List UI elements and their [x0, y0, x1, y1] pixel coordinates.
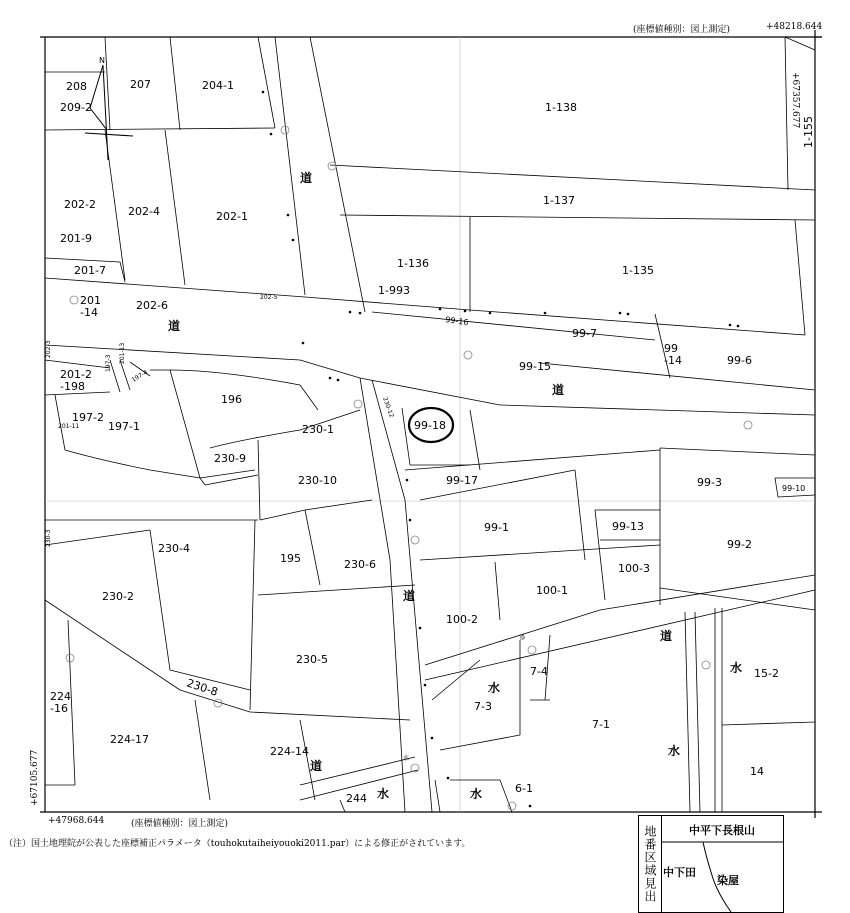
parcel-label: 14 — [750, 765, 764, 778]
parcel-label: 7-3 — [474, 700, 492, 713]
water-label: 水 — [377, 787, 390, 801]
area-legend — [638, 815, 784, 913]
legend-area-right: 染屋 — [717, 874, 739, 887]
water-label: 水 — [730, 661, 743, 675]
parcel-label: 202-2 — [64, 198, 96, 211]
parcel-label: -14 — [80, 306, 98, 319]
parcel-label: 197-1 — [108, 420, 140, 433]
parcel-label: 1-135 — [622, 264, 654, 277]
water-label: 水 — [668, 744, 681, 758]
parcel-label: 99-7 — [572, 327, 597, 340]
water-label: 水 — [488, 681, 501, 695]
parcel-label: 224-14 — [270, 745, 309, 758]
legend-title: 地番区域見出 — [639, 816, 662, 912]
parcel-label: 230-5 — [296, 653, 328, 666]
parcel-label: 100-2 — [446, 613, 478, 626]
road-label: 道 — [518, 633, 527, 642]
road-label: 道 — [300, 171, 313, 185]
parcel-label: 99-15 — [519, 360, 551, 373]
coord-right: +67357.677 — [790, 72, 800, 129]
parcel-label: 1-155 — [802, 116, 815, 148]
parcel-label: 99-3 — [697, 476, 722, 489]
parcel-label: 230-1 — [302, 423, 334, 436]
parcel-label: 99-6 — [727, 354, 752, 367]
parcel-label: 202-5 — [260, 294, 278, 301]
road-label: 道 — [552, 383, 565, 397]
parcel-label: -14 — [664, 354, 682, 367]
parcel-label: 7-1 — [592, 718, 610, 731]
coord-top: +48218.644 — [766, 22, 823, 32]
parcel-label: 201 — [80, 294, 101, 307]
north-label: N — [99, 56, 105, 65]
parcel-label: 202-3 — [45, 340, 52, 358]
parcel-label: 1-137 — [543, 194, 575, 207]
parcel-label: 1-136 — [397, 257, 429, 270]
reference-marks — [66, 126, 752, 810]
legend-area-top: 中平下長根山 — [689, 824, 755, 837]
parcel-label: 202-4 — [128, 205, 160, 218]
parcel-label: 230-2 — [102, 590, 134, 603]
parcel-label: 201-13 — [119, 342, 126, 364]
road-label: 道 — [168, 319, 181, 333]
coord-type-top: (座標値種別：図上測定) — [633, 25, 731, 35]
parcel-label: 230-12 — [381, 396, 395, 419]
road-label: 道 — [310, 759, 323, 773]
parcel-label: 208 — [66, 80, 87, 93]
coord-bottom: +47968.644 — [48, 816, 105, 826]
parcel-label: 224-17 — [110, 733, 149, 746]
parcel-label: 224 — [50, 690, 71, 703]
parcel-label: 100-1 — [536, 584, 568, 597]
parcel-label: 230-8 — [185, 676, 220, 699]
parcel-label: 99-16 — [444, 315, 469, 328]
parcel-label: 196 — [221, 393, 242, 406]
parcel-label: 209-2 — [60, 101, 92, 114]
parcel-label: 197-2 — [72, 411, 104, 424]
parcel-label: -198 — [60, 380, 85, 393]
parcel-label: 15-2 — [754, 667, 779, 680]
parcel-label: 230-6 — [344, 558, 376, 571]
parcel-label: 201-9 — [60, 232, 92, 245]
parcel-label: 99-1 — [484, 521, 509, 534]
parcel-label: 197-3 — [105, 354, 112, 372]
parcel-label: 99-10 — [782, 484, 806, 493]
legend-area-left: 中下田 — [663, 866, 696, 879]
parcel-label: 202-1 — [216, 210, 248, 223]
parcel-label: 1-993 — [378, 284, 410, 297]
road-label: 道 — [403, 589, 416, 603]
parcel-label: 201-11 — [58, 423, 80, 430]
parcel-label: 207 — [130, 78, 151, 91]
water-label: 水 — [470, 787, 483, 801]
coord-type-bottom: (座標値種別：図上測定) — [131, 819, 229, 829]
parcel-label: 230-10 — [298, 474, 337, 487]
parcel-label: -16 — [50, 702, 68, 715]
parcel-label: 99 — [664, 342, 678, 355]
parcel-label: 99-18 — [414, 419, 446, 432]
parcel-label: 99-17 — [446, 474, 478, 487]
parcel-label: 7-4 — [530, 665, 548, 678]
parcel-label: 201-7 — [74, 264, 106, 277]
road-label: 道 — [660, 629, 673, 643]
coord-left: +67105.677 — [30, 749, 40, 806]
parcel-label: 202-6 — [136, 299, 168, 312]
parcel-label: 244 — [346, 792, 367, 805]
correction-note: （注）国土地理院が公表した座標補正パラメータ（touhokutaiheiyouoki2011.par）による修正がされています。 — [4, 839, 471, 849]
parcel-label: 204-1 — [202, 79, 234, 92]
parcel-label: 1-138 — [545, 101, 577, 114]
parcel-label: 195 — [280, 552, 301, 565]
parcel-label: 197-4 — [130, 368, 150, 384]
parcel-label: 99-2 — [727, 538, 752, 551]
water-label: 水 — [403, 755, 410, 762]
boundary-stones — [262, 91, 743, 808]
parcel-label: 201-2 — [60, 368, 92, 381]
parcel-label: 99-13 — [612, 520, 644, 533]
parcel-label: 230-4 — [158, 542, 190, 555]
parcel-label: 230-9 — [214, 452, 246, 465]
parcel-label: 230-3 — [45, 529, 52, 547]
parcel-label: 100-3 — [618, 562, 650, 575]
parcel-label: 6-1 — [515, 782, 533, 795]
